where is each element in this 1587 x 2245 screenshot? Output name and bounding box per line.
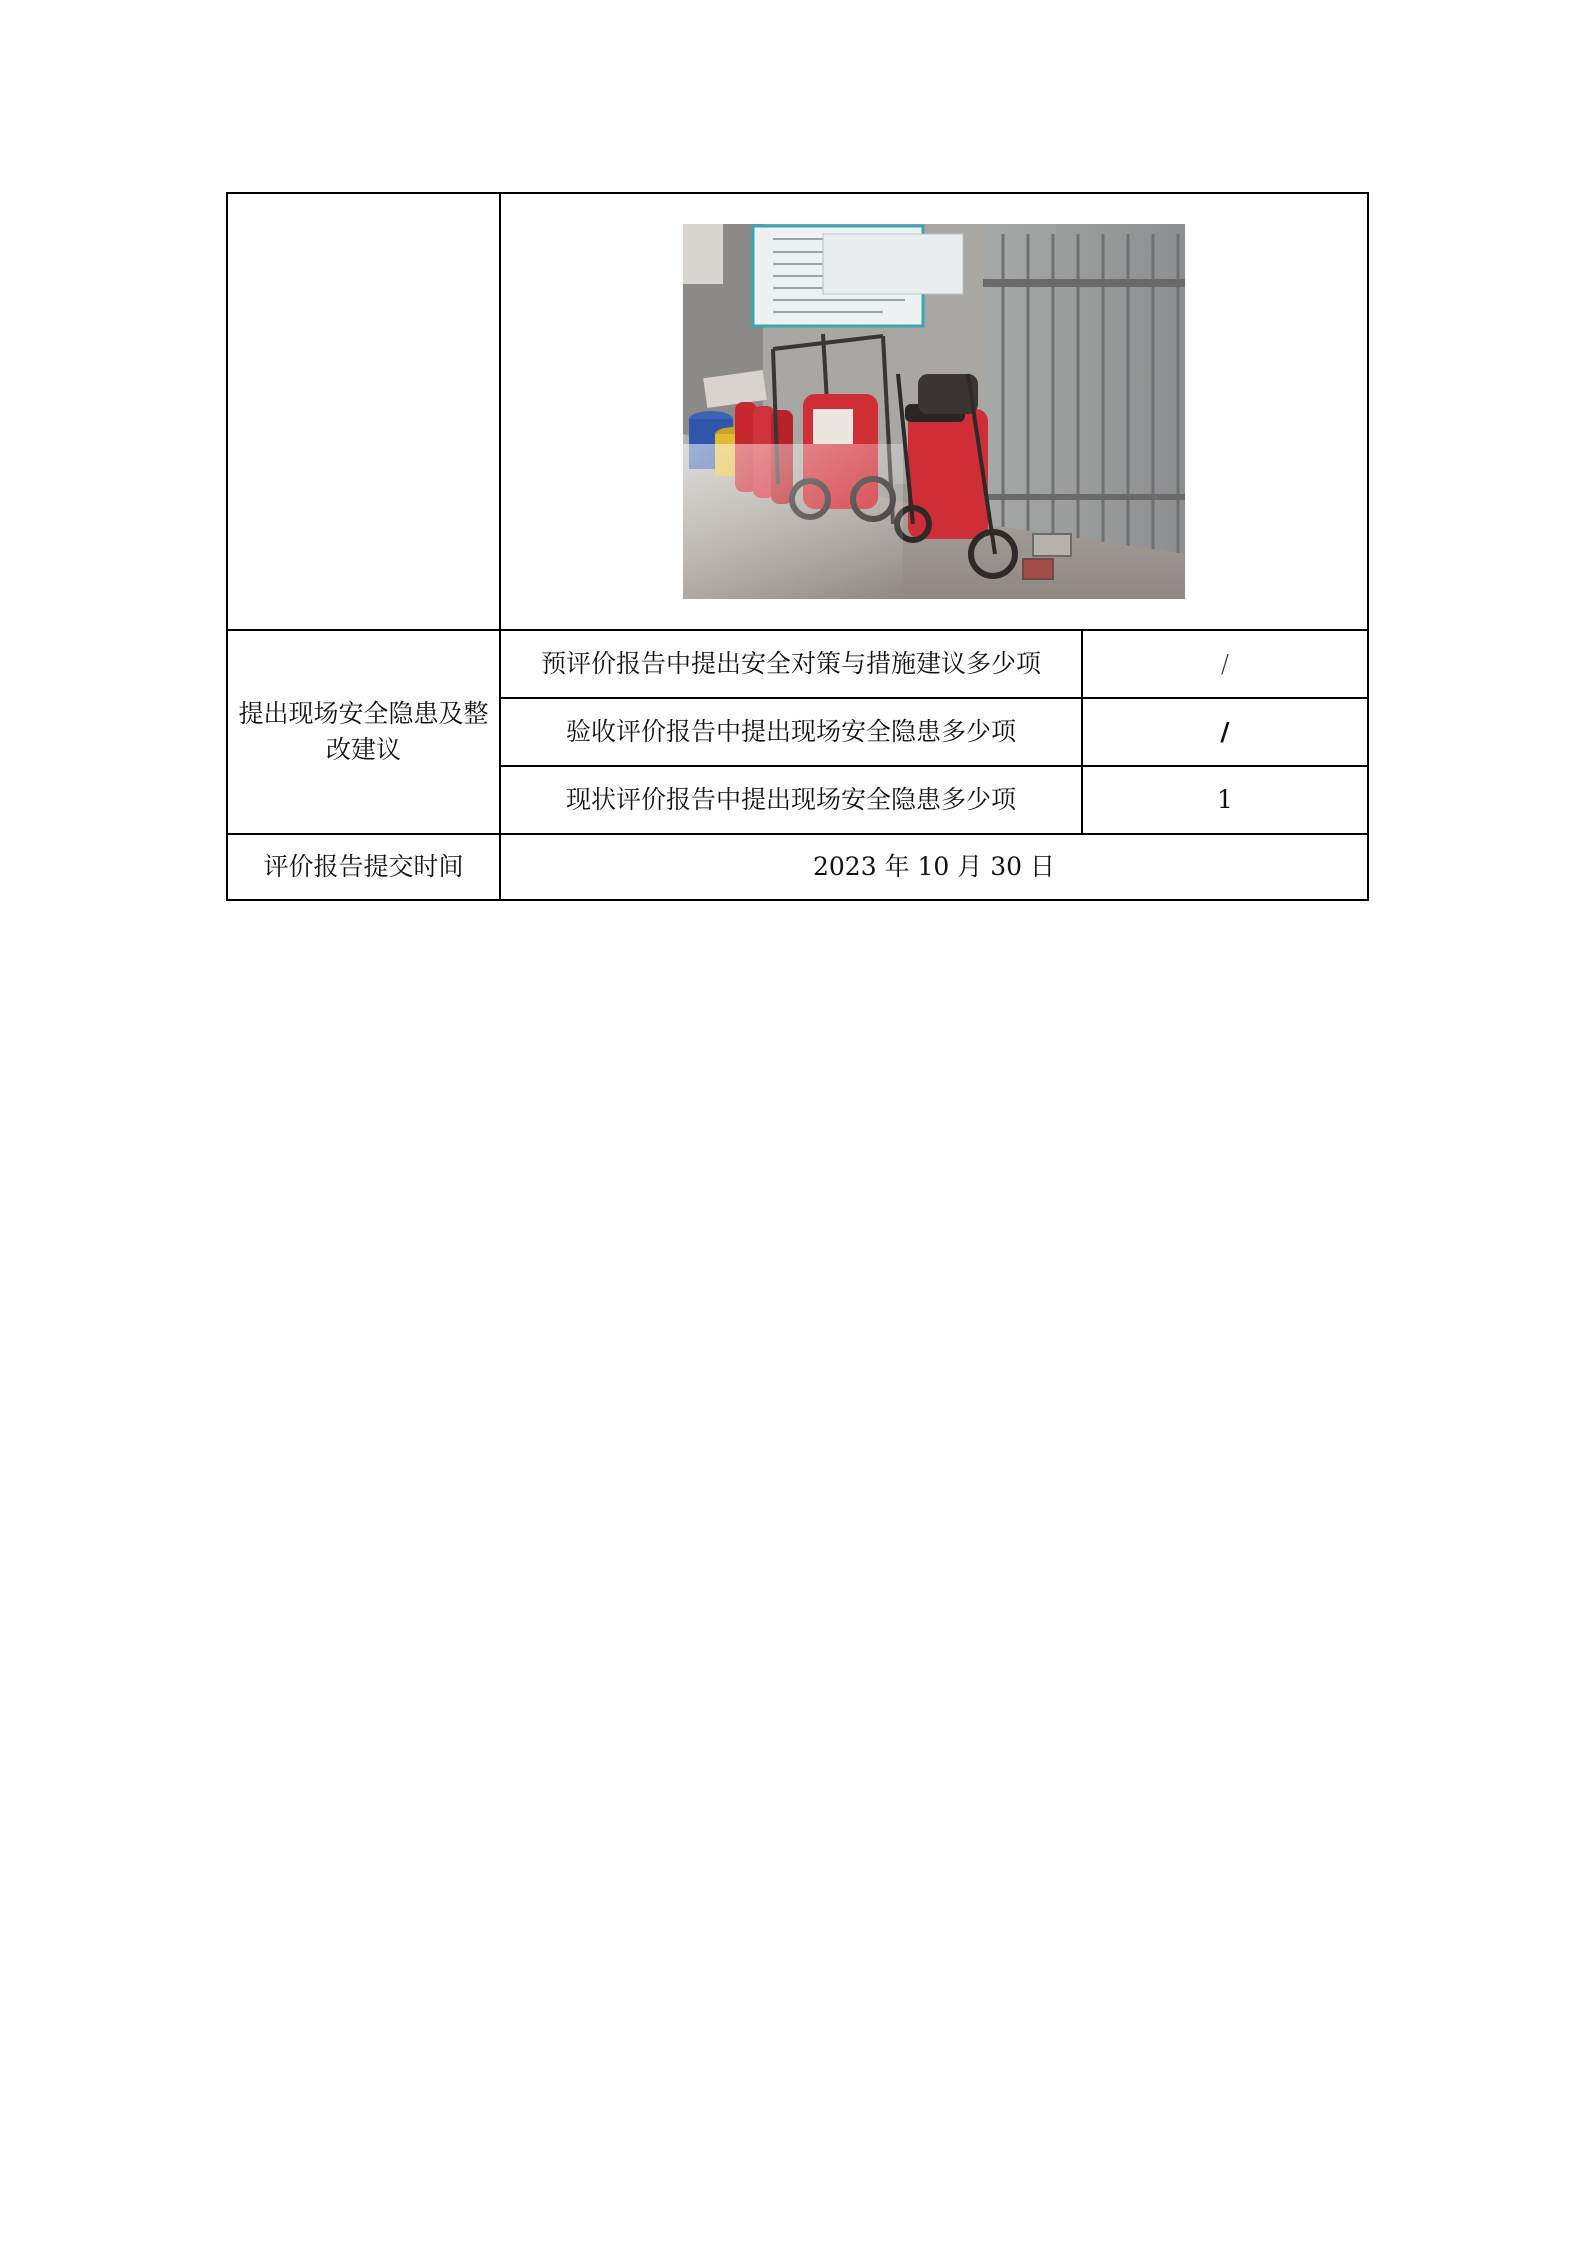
hazards-label-cell [227, 630, 500, 834]
hazard-value-pre: / [1082, 630, 1368, 698]
hazard-question-acceptance: 验收评价报告中提出现场安全隐患多少项 [500, 698, 1082, 766]
hazards-label: 提出现场安全隐患及整改建议 [238, 698, 489, 764]
hazard-value-acceptance: / [1082, 698, 1368, 766]
photo-cell [500, 193, 1368, 630]
hazard-question-current: 现状评价报告中提出现场安全隐患多少项 [500, 766, 1082, 834]
hazard-row-pre [227, 630, 1368, 698]
photo-row [227, 193, 1368, 630]
evaluation-table [226, 192, 1369, 901]
hazard-question-pre: 预评价报告中提出安全对策与措施建议多少项 [500, 630, 1082, 698]
photo-label-cell [227, 193, 500, 630]
submit-label: 评价报告提交时间 [227, 834, 500, 900]
submit-row [227, 834, 1368, 900]
submit-date: 2023 年 10 月 30 日 [500, 834, 1368, 900]
fire-extinguisher-photo [683, 224, 1185, 599]
hazard-value-current: 1 [1082, 766, 1368, 834]
